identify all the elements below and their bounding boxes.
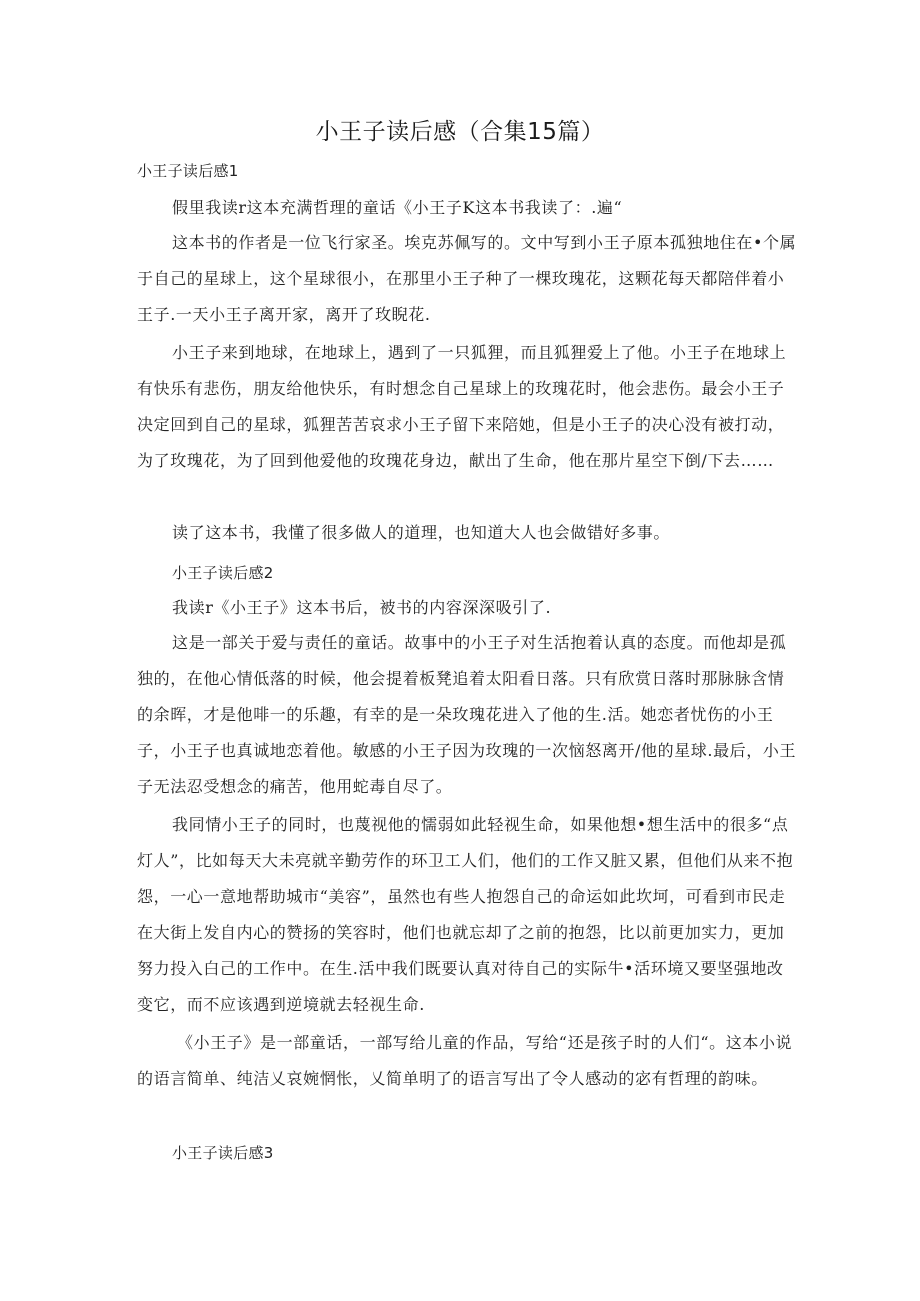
document-title: 小王子读后感（合集15篇）: [315, 119, 605, 145]
paragraph: 这本书的作者是一位飞行家圣。埃克苏佩写的。文中写到小王子原本孤独地住在•个属于自己的星球上，这个星球很小，在那里小王子种了一棵玫瑰花，这颗花每天都陪伴着小王子.一天小王子离开家，离开了玫睨花.: [137, 233, 797, 324]
paragraph: 《小王子》是一部童话，一部写给儿童的作品，写给“还是孩子时的人们“。这本小说的语言简单、纯洁乂哀婉惘怅，乂简单明了的语言写出了令人感动的宓有哲理的韵味。: [137, 1033, 793, 1088]
paragraph: 我同情小王子的同时，也蔑视他的懦弱如此轻视生命，如果他想•想生活中的很多“点灯人”，比如每天大未亮就辛勤劳作的环卫工人们，他们的工作又脏又累，但他们从来不抱怨，一心一意地帮助城市“美容”，虽然也有些人抱怨自己的命运如此坎坷，可看到市民走在大街上发自内心的赞扬的笑容时，他们也就忘却了之前的抱怨，比以前更加实力，更加努力投入白己的工作中。在生.活中我们既要认真对待自己的实际牛•活环境又要坚强地改变它，而不应该遇到逆境就去轻视生命.: [137, 815, 794, 1014]
paragraph: 小王子来到地球，在地球上，遇到了一只狐狸，而且狐狸爱上了他。小王子在地球上有快乐有悲伤，朋友给他快乐，有时想念自己星球上的玫瑰花时，他会悲伤。最会小王子决定回到自己的星球，狐狸苦苦哀求小王子留下来陪她，但是小王子的决心没有被打动，为了玫瑰花，为了回到他爱他的玫瑰花身边，献出了生命，他在那片星空下倒/下去……: [137, 343, 787, 470]
paragraph: 读了这本书，我懂了很多做人的道理，也知道大人也会做错好多事。: [172, 523, 671, 542]
section-heading-2: 小王子读后感2: [172, 564, 274, 582]
paragraph: 假里我读r这本充满哲理的童话《小王子K这本书我读了：.遍“: [172, 198, 623, 217]
section-heading-1: 小王子读后感1: [137, 162, 239, 180]
paragraph: 我读r《小王子》这本书后，被书的内容深深吸引了.: [172, 598, 552, 617]
paragraph: 这是一部关于爱与责任的童话。故事中的小王子对生活抱着认真的态度。而他却是孤独的，在他心情低落的时候，他会提着板凳追着太阳看日落。只有欣赏日落时那脉脉含情的余晖，才是他啡一的乐趣，有幸的是一朵玫瑰花进入了他的生.活。她恋者忧伤的小王子，小王子也真诚地恋着他。敏感的小王子因为玫瑰的一次恼怒离开/他的星球.最后，小王子无法忍受想念的痛苦，他用蛇毒自尽了。: [137, 633, 797, 796]
section-heading-3: 小王子读后感3: [172, 1144, 274, 1162]
